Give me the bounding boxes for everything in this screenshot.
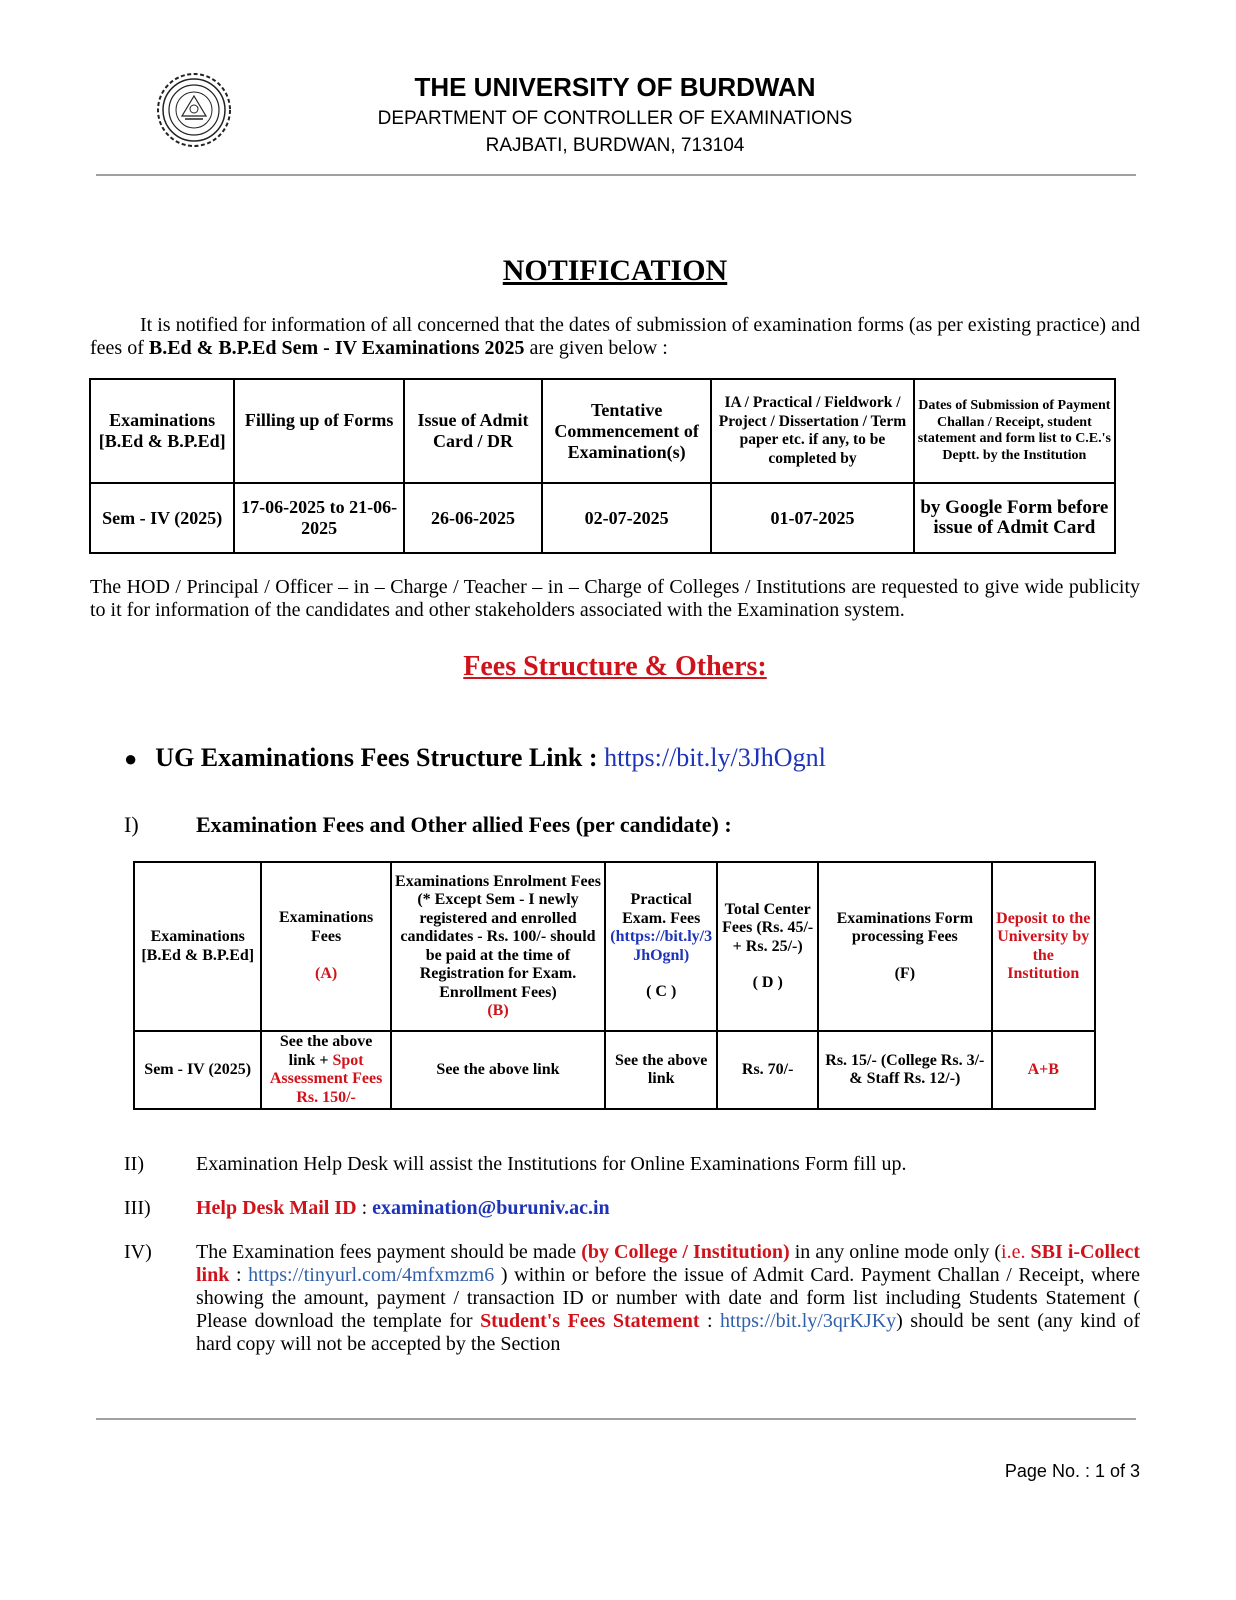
university-name: THE UNIVERSITY OF BURDWAN (414, 72, 816, 102)
iv-statement-label: Student's Fees Statement (480, 1310, 700, 1332)
iv-sbi-label: SBI i-Collect link (196, 1241, 1140, 1286)
fees-header-cell: Examinations [B.Ed & B.P.Ed] (134, 862, 261, 1031)
schedule-table (89, 378, 1116, 554)
sbi-collect-link[interactable]: https://tinyurl.com/4mfxmzm6 (248, 1264, 495, 1286)
schedule-header-cell: Filling up of Forms (234, 379, 404, 483)
section-iii-numeral: III) (124, 1197, 151, 1219)
schedule-data-row (90, 483, 1115, 553)
fees-header-cell (717, 862, 818, 1031)
fees-header-cell (391, 862, 605, 1031)
schedule-cell: 17-06-2025 to 21-06-2025 (234, 483, 404, 553)
fees-cell-a-text: See the above link + (279, 1033, 373, 1069)
fees-header-a-code: (A) (314, 965, 338, 983)
notification-intro (90, 314, 1140, 360)
bullet-icon: ● (124, 746, 138, 771)
schedule-header-cell: Examinations [B.Ed & B.P.Ed] (90, 379, 234, 483)
fees-header-b-code: (B) (487, 1002, 509, 1019)
section-ii-text: Examination Help Desk will assist the Institutions for Online Examinations Form fill up. (196, 1153, 907, 1175)
fees-header-cell (818, 862, 991, 1031)
section-i-numeral: I) (124, 812, 139, 837)
help-desk-email-link[interactable]: examination@buruniv.ac.in (372, 1197, 610, 1219)
fees-header-d-text: Total Center Fees (Rs. 45/- + Rs. 25/-) (722, 900, 814, 955)
schedule-cell: Sem - IV (2025) (90, 483, 234, 553)
schedule-cell: 01-07-2025 (711, 483, 913, 553)
header-divider (96, 174, 1136, 176)
schedule-header-cell: Dates of Submission of Payment Challan / Receipt, student statement and form list to C.E.'s Deptt. by the Institution (914, 379, 1115, 483)
schedule-header-cell: Tentative Commencement of Examination(s) (542, 379, 711, 483)
section-iv-numeral: IV) (124, 1241, 152, 1263)
iv-by-college: (by College / Institution) (581, 1241, 790, 1263)
notification-title: NOTIFICATION (502, 254, 728, 287)
iv-text-12: ) should be sent (any kind of hard copy will not be accepted by the Section (196, 1310, 1140, 1355)
intro-text-2: are given below : (524, 337, 668, 359)
fees-header-c-text: Practical Exam. Fees (622, 891, 701, 927)
publicity-paragraph: The HOD / Principal / Officer – in – Charge / Teacher – in – Charge of Colleges / Institutions are requested to give wide publicity to it for information of the candidates and other stakeholders associated with the Examination system. (90, 576, 1140, 621)
department-name: DEPARTMENT OF CONTROLLER OF EXAMINATIONS (377, 108, 853, 129)
fees-statement-template-link[interactable]: https://bit.ly/3qrKJKy (720, 1310, 897, 1332)
schedule-header-row (90, 379, 1115, 483)
iv-colon-1: : (229, 1264, 249, 1286)
fees-cell: See the above link (391, 1031, 605, 1109)
schedule-cell: 26-06-2025 (404, 483, 542, 553)
page-number: Page No. : 1 of 3 (1004, 1461, 1140, 1481)
fees-header-f-text: Examinations Form processing Fees (836, 909, 974, 946)
ug-link-label: UG Examinations Fees Structure Link : (155, 743, 605, 772)
fees-header-d-code: ( D ) (752, 974, 783, 991)
ug-fees-link[interactable]: https://bit.ly/3JhOgnl (604, 743, 826, 772)
fees-header-a-text: Examinations Fees (278, 909, 374, 945)
fees-header-c-code: ( C ) (646, 983, 677, 1001)
fees-cell: Rs. 15/- (College Rs. 3/- & Staff Rs. 12/-) (818, 1031, 991, 1109)
fees-cell (261, 1031, 390, 1109)
fees-data-row (134, 1031, 1095, 1109)
fees-table (133, 861, 1096, 1110)
ug-fees-link-line (124, 742, 826, 775)
iv-colon-2: : (699, 1310, 721, 1332)
iv-ie: i.e. (1001, 1241, 1031, 1263)
fees-header-cell (605, 862, 717, 1031)
practical-fees-link[interactable]: (https://bit.ly/3JhOgnl) (610, 928, 713, 964)
help-desk-separator: : (356, 1197, 373, 1219)
fees-cell: Rs. 70/- (717, 1031, 818, 1109)
fees-header-b-text: Examinations Enrolment Fees (* Except Sem - I newly registered and enrolled candidates - Rs. 100/- should be paid at the time of Registration for Exam. Enrollment Fees) (395, 872, 601, 1001)
fees-cell: See the above link (605, 1031, 717, 1109)
section-i-title: Examination Fees and Other allied Fees (per candidate) : (196, 812, 732, 837)
iv-text-1: The Examination fees payment should be made (196, 1241, 582, 1263)
section-iii-line (196, 1197, 610, 1220)
fees-cell: A+B (992, 1031, 1096, 1109)
schedule-header-cell: Issue of Admit Card / DR (404, 379, 542, 483)
fees-header-row (134, 862, 1095, 1031)
footer-divider (96, 1418, 1136, 1420)
schedule-header-cell: IA / Practical / Fieldwork / Project / Dissertation / Term paper etc. if any, to be completed by (711, 379, 913, 483)
fees-cell: Sem - IV (2025) (134, 1031, 261, 1109)
university-address: RAJBATI, BURDWAN, 713104 (485, 135, 745, 156)
university-logo (155, 71, 233, 149)
fees-header-f-code: (F) (894, 964, 916, 982)
fees-header-cell (261, 862, 390, 1031)
schedule-cell: 02-07-2025 (542, 483, 711, 553)
section-ii-numeral: II) (124, 1153, 144, 1175)
intro-bold: B.Ed & B.P.Ed Sem - IV Examinations 2025 (148, 337, 525, 359)
iv-text-8: ) within or before the issue of Admit Card. Payment Challan / Receipt, where showing the amount, payment / transaction ID or number with date and form list including Students Statement ( Please download the template for (196, 1264, 1140, 1332)
fees-header-cell: Deposit to the University by the Institution (992, 862, 1096, 1031)
schedule-cell: by Google Form before issue of Admit Card (914, 483, 1115, 553)
spot-assessment-fee: Spot Assessment Fees Rs. 150/- (269, 1051, 383, 1106)
iv-text-3: in any online mode only ( (789, 1241, 1002, 1263)
section-iv-paragraph (196, 1241, 1140, 1356)
intro-text-1: It is notified for information of all concerned that the dates of submission of examination forms (as per existing practice) and fees of (90, 314, 1140, 359)
fees-structure-heading: Fees Structure & Others: (463, 651, 767, 682)
help-desk-label: Help Desk Mail ID (196, 1197, 357, 1219)
